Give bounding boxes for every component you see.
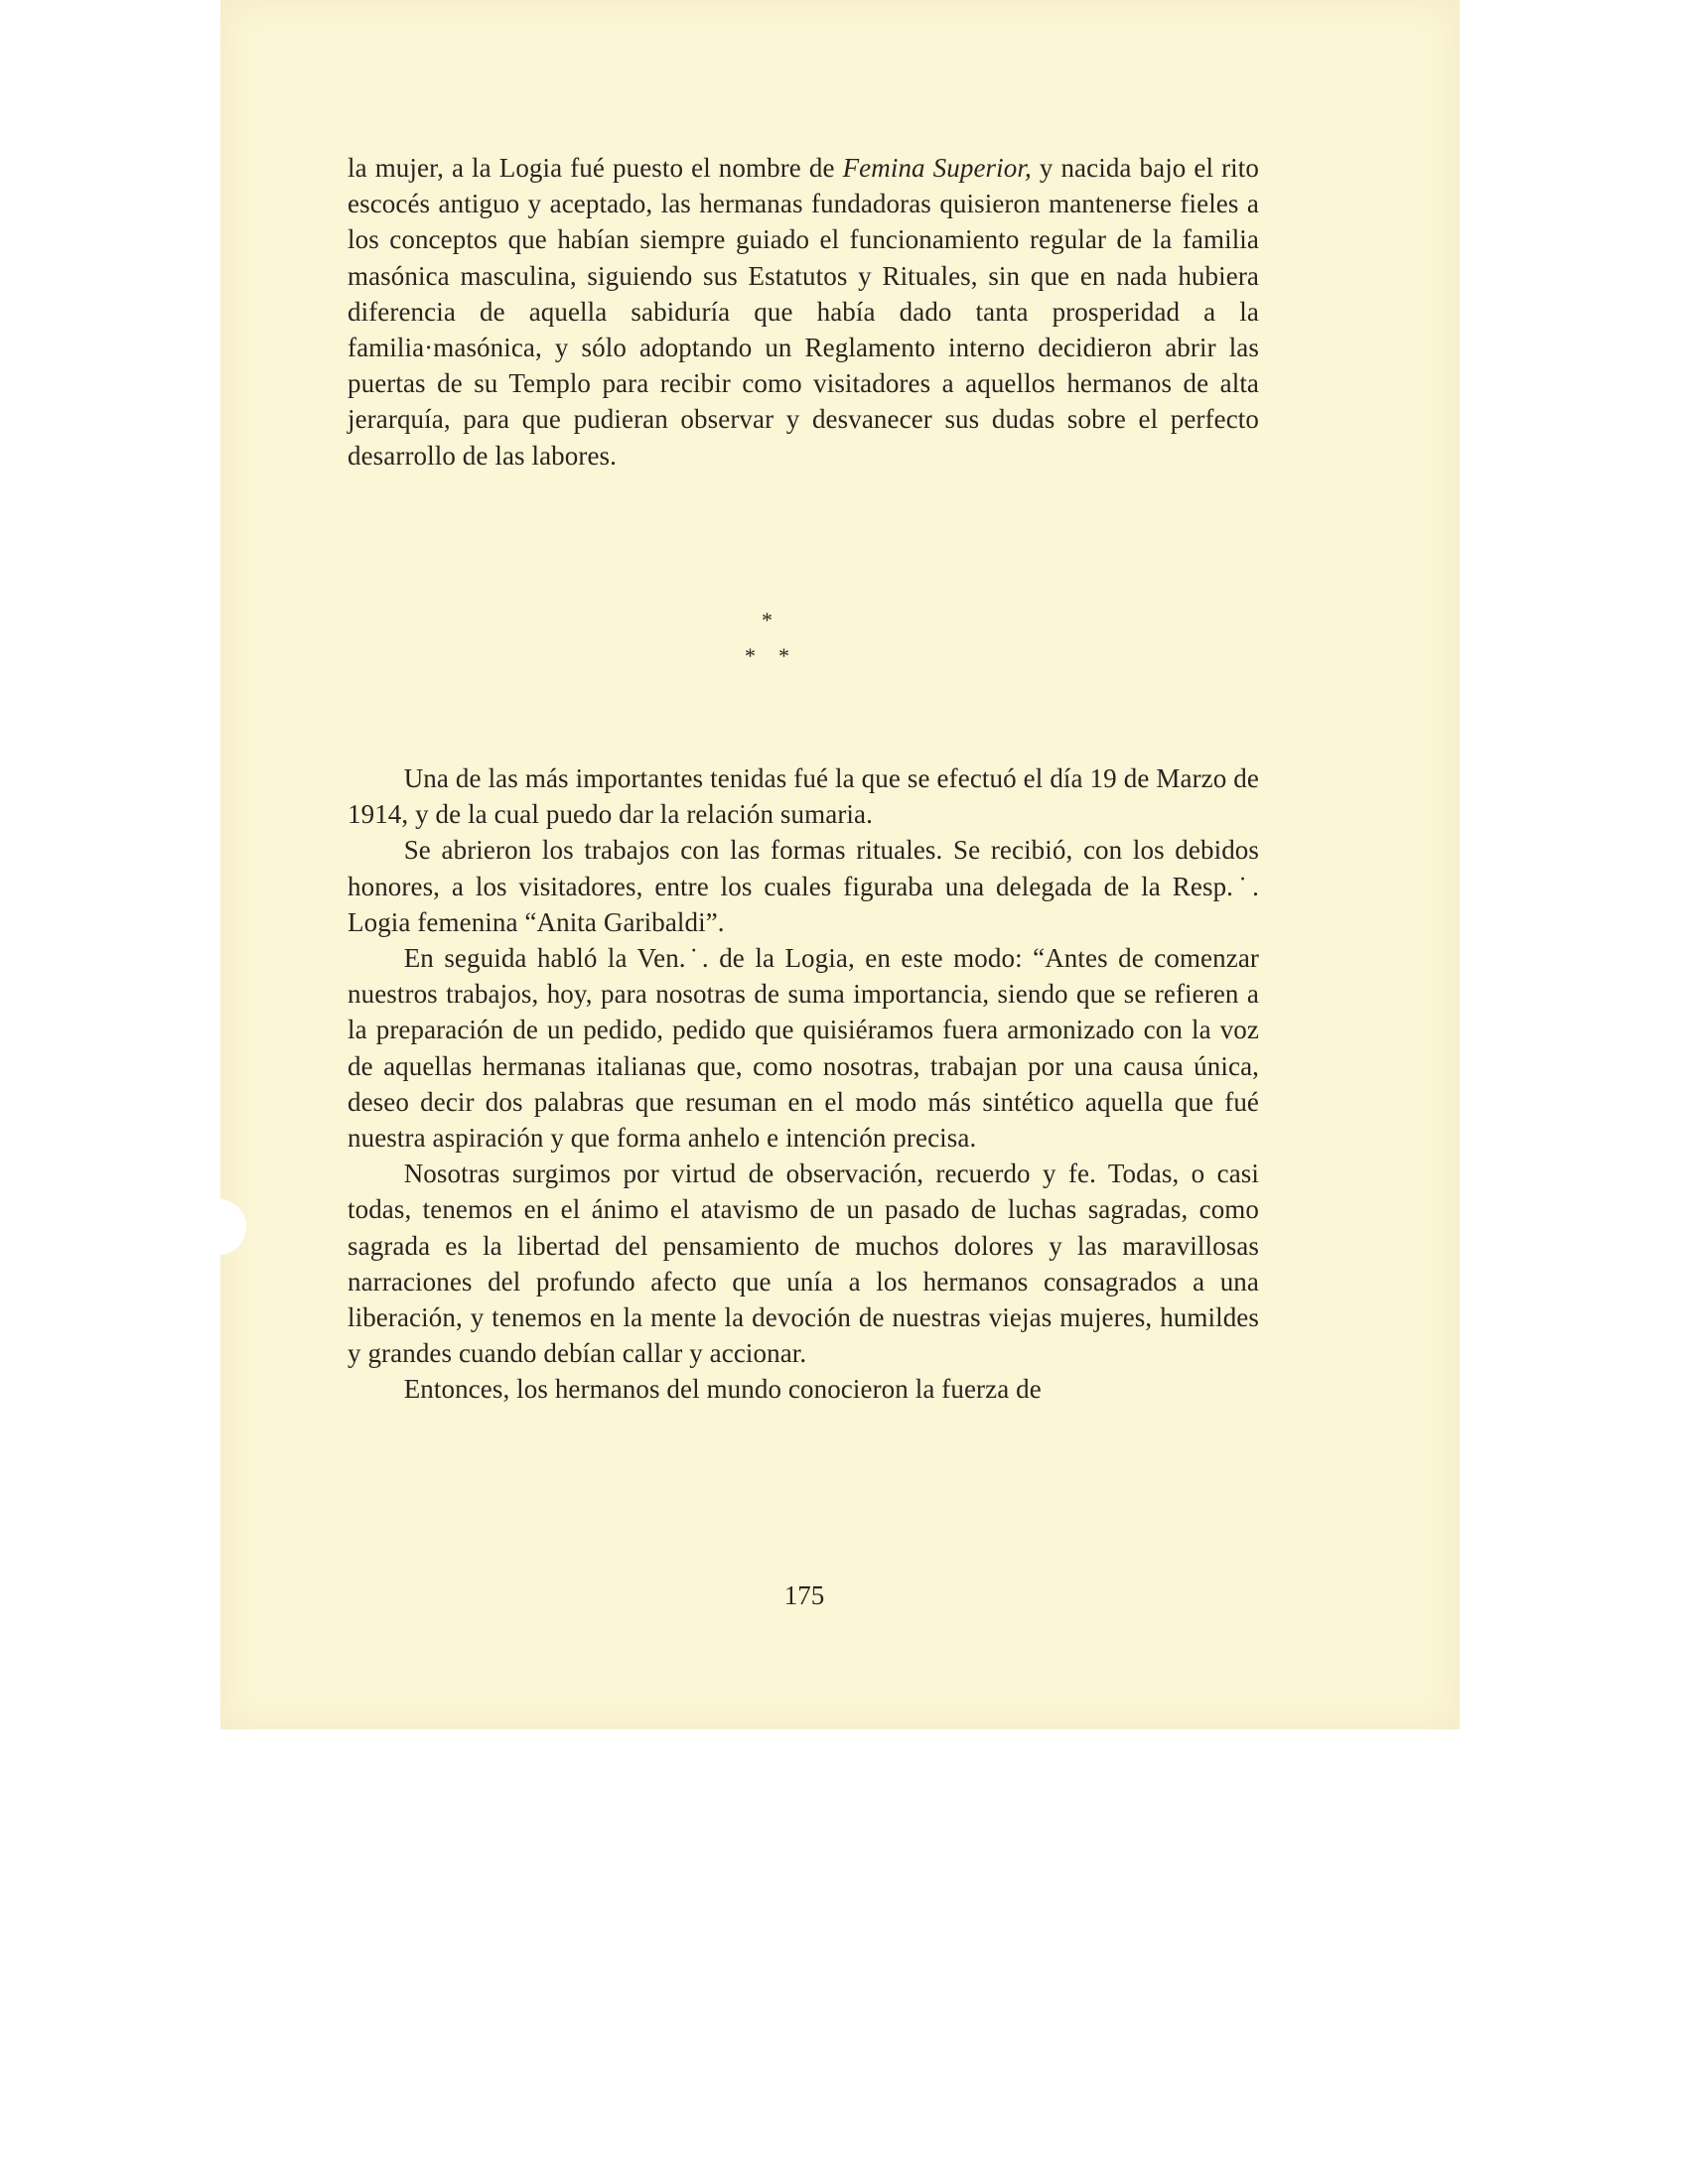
paragraph: Se abrieron los trabajos con las formas rituales. Se recibió, con los debidos honores, a los visitadores, entre los cuales figuraba una delegada de la Resp.˙. Logia femenina “Anita Garibaldi”. — [348, 835, 1259, 937]
paragraph-1-text-rest: y nacida bajo el rito escocés antiguo y aceptado, las hermanas fundadoras quisieron mantenerse fieles a los conceptos que habían siempre guiado el funcionamiento regular de la familia masónica masculina, siguiendo sus Estatutos y Rituales, sin que en nada hubiera diferencia de aquella sabiduría que había dado tanta prosperidad a la familia·masónica, y sólo adoptando un Reglamento interno decidieron abrir las puertas de su Templo para recibir como visitadores a aquellos hermanos de alta jerarquía, para que pudieran observar y desvanecer sus dudas sobre el perfecto desarrollo de las labores. — [348, 153, 1259, 471]
paragraph: En seguida habló la Ven.˙. de la Logia, en este modo: “Antes de comenzar nuestros trabajos, hoy, para nosotras de suma importancia, siendo que se refieren a la preparación de un pedido, pedido que quisiéramos fuera armonizado con la voz de aquellas hermanas italianas que, como nosotras, trabajan por una causa única, deseo decir dos palabras que resuman en el modo más sintético aquella que fué nuestra aspiración y que forma anhelo e intención precisa. — [348, 943, 1259, 1154]
paragraph-1-text: la mujer, a la Logia fué puesto el nombre de — [348, 153, 843, 183]
text-block-top — [348, 150, 1259, 474]
section-separator — [715, 608, 834, 667]
page-number: 175 — [783, 1580, 825, 1610]
paragraph-continuation — [348, 150, 1259, 474]
paragraph: Una de las más importantes tenidas fué la que se efectuó el día 19 de Marzo de 1914, y de la cual puedo dar la relación sumaria. — [348, 763, 1259, 830]
text-block-main — [348, 760, 1259, 1408]
asterisk-left: * — [745, 643, 756, 668]
asterisk-right: * — [778, 643, 789, 668]
asterisk-top: * — [762, 608, 773, 632]
paragraph: Nosotras surgimos por virtud de observación, recuerdo y fe. Todas, o casi todas, tenemos en el ánimo el atavismo de un pasado de luchas sagradas, como sagrada es la libertad del pensamiento de muchos dolores y las maravillosas narraciones del profundo afecto que unía a los hermanos consagrados a una liberación, y tenemos en la mente la devoción de nuestras viejas mujeres, humildes y grandes cuando debían callar y accionar. — [348, 1159, 1259, 1369]
lodge-name-italic: Femina Superior, — [842, 153, 1032, 183]
paragraph: Entonces, los hermanos del mundo conocieron la fuerza de — [403, 1374, 1042, 1405]
